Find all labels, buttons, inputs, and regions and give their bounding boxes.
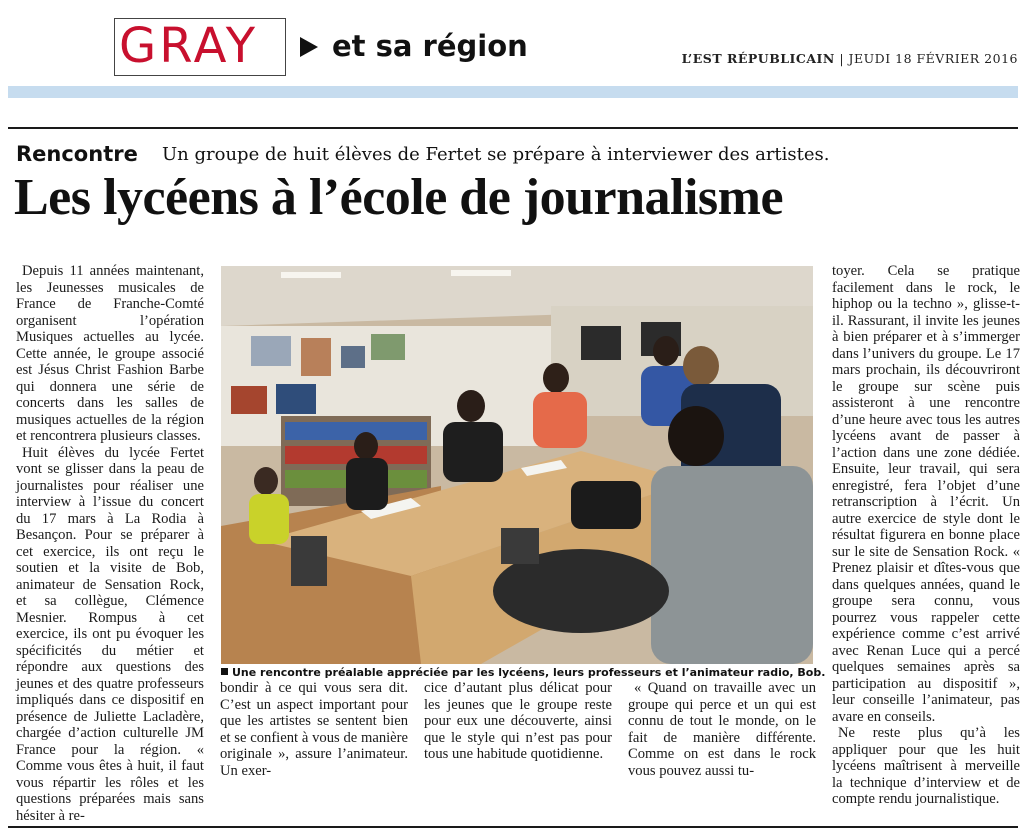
masthead <box>0 0 1026 100</box>
publication-line <box>682 51 1018 66</box>
play-arrow-icon <box>300 37 318 57</box>
paragraph: cice d’autant plus délicat pour les jeunes que le groupe reste pour eux une découverte, ainsi que le style qui n’est pas pour tous une habitude quotidienne. <box>424 680 612 762</box>
caption-bullet-icon <box>221 668 228 675</box>
article-column-4 <box>628 680 816 779</box>
top-rule <box>8 127 1018 129</box>
masthead-band <box>8 86 1018 98</box>
article-photo <box>221 266 813 664</box>
article-column-2 <box>220 680 408 779</box>
article-column-1 <box>16 263 204 824</box>
paragraph: Ne reste plus qu’à les appliquer pour que les huit lycéens maîtrisent à merveille la technique d’interview et de compte rendu journalistique. <box>832 725 1020 807</box>
article-column-5 <box>832 263 1020 808</box>
section-subtitle: et sa région <box>332 29 528 63</box>
publication-date: JEUDI 18 FÉVRIER 2016 <box>848 51 1018 66</box>
publication-separator: | <box>839 51 845 66</box>
caption-text: Une rencontre préalable appréciée par les lycéens, leurs professeurs et l’animateur radio, Bob. <box>232 666 826 679</box>
paragraph: toyer. Cela se pratique facilement dans le rock, le hiphop ou la techno », glisse-t-il. Rassurant, il invite les jeunes à bien préparer et à s’immerger dans l’univers du groupe. Le 17 mars prochain, ils découvriront le groupe sur scène puis assisteront à une rencontre d’une heure avec tous les autres lycéens avant de passer à l’action dans une zone dédiée. Ensuite, leur travail, qui sera enregistré, fera l’objet d’une retranscription à l’écrit. Un autre exercice de style dont le résultat figurera en bonne place sur le site de Sensation Rock. « Prenez plaisir et dîtes-vous que dans quelques années, quand le groupe sera connu, vous pourrez vous rappeler cette expérience comme c’est arrivé avec Renan Luce qui a percé quelques semaines après sa participation au dispositif », leur conseille l’animateur, pas avare en conseils. <box>832 263 1020 725</box>
paragraph: Depuis 11 années maintenant, les Jeunesses musicales de France de Franche-Comté organisent l’opération Musiques actuelles au lycée. Cette année, le groupe associé est Jésus Christ Fashion Barbe qui donnera une série de concerts dans les salles de musiques actuelles de la région et rencontrera plusieurs classes. <box>16 263 204 444</box>
publication-name: L’EST RÉPUBLICAIN <box>681 51 835 66</box>
article-kicker: Rencontre <box>16 142 138 166</box>
paragraph: Huit élèves du lycée Fertet vont se glisser dans la peau de journalistes pour réaliser une interview à l’issue du concert du 17 mars à La Rodia à Besançon. Pour se préparer à cet exercice, ils ont reçu le soutien et la visite de Bob, animateur de Sensation Rock, et sa collègue, Clémence Mesnier. Rompus à cet exercice, ils ont pu évoquer les spécificités du métier et répondre aux questions des jeunes et des quatre professeurs impliqués dans ce dispositif en présence de Juliette Lacladère, chargée d’action culturelle JM France pour la région. « Comme vous êtes à huit, il faut vous répartir les rôles et les questions préparées mais sans hésiter à re- <box>16 444 204 824</box>
bottom-rule <box>8 826 1018 828</box>
article-column-3 <box>424 680 612 763</box>
photo-caption <box>221 666 826 680</box>
paragraph: « Quand on travaille avec un groupe qui perce et un qui est connu de tout le monde, on le fait de manière différente. Comme on est dans le rock vous pouvez aussi tu- <box>628 680 816 779</box>
section-title: GRAY <box>119 18 259 74</box>
article-deck: Un groupe de huit élèves de Fertet se prépare à interviewer des artistes. <box>162 144 830 165</box>
article-headline: Les lycéens à l’école de journalisme <box>14 169 784 226</box>
paragraph: bondir à ce qui vous sera dit. C’est un aspect important pour que les artistes se sentent bien et se confient à vous de manière originale », assure l’animateur. Un exer- <box>220 680 408 779</box>
